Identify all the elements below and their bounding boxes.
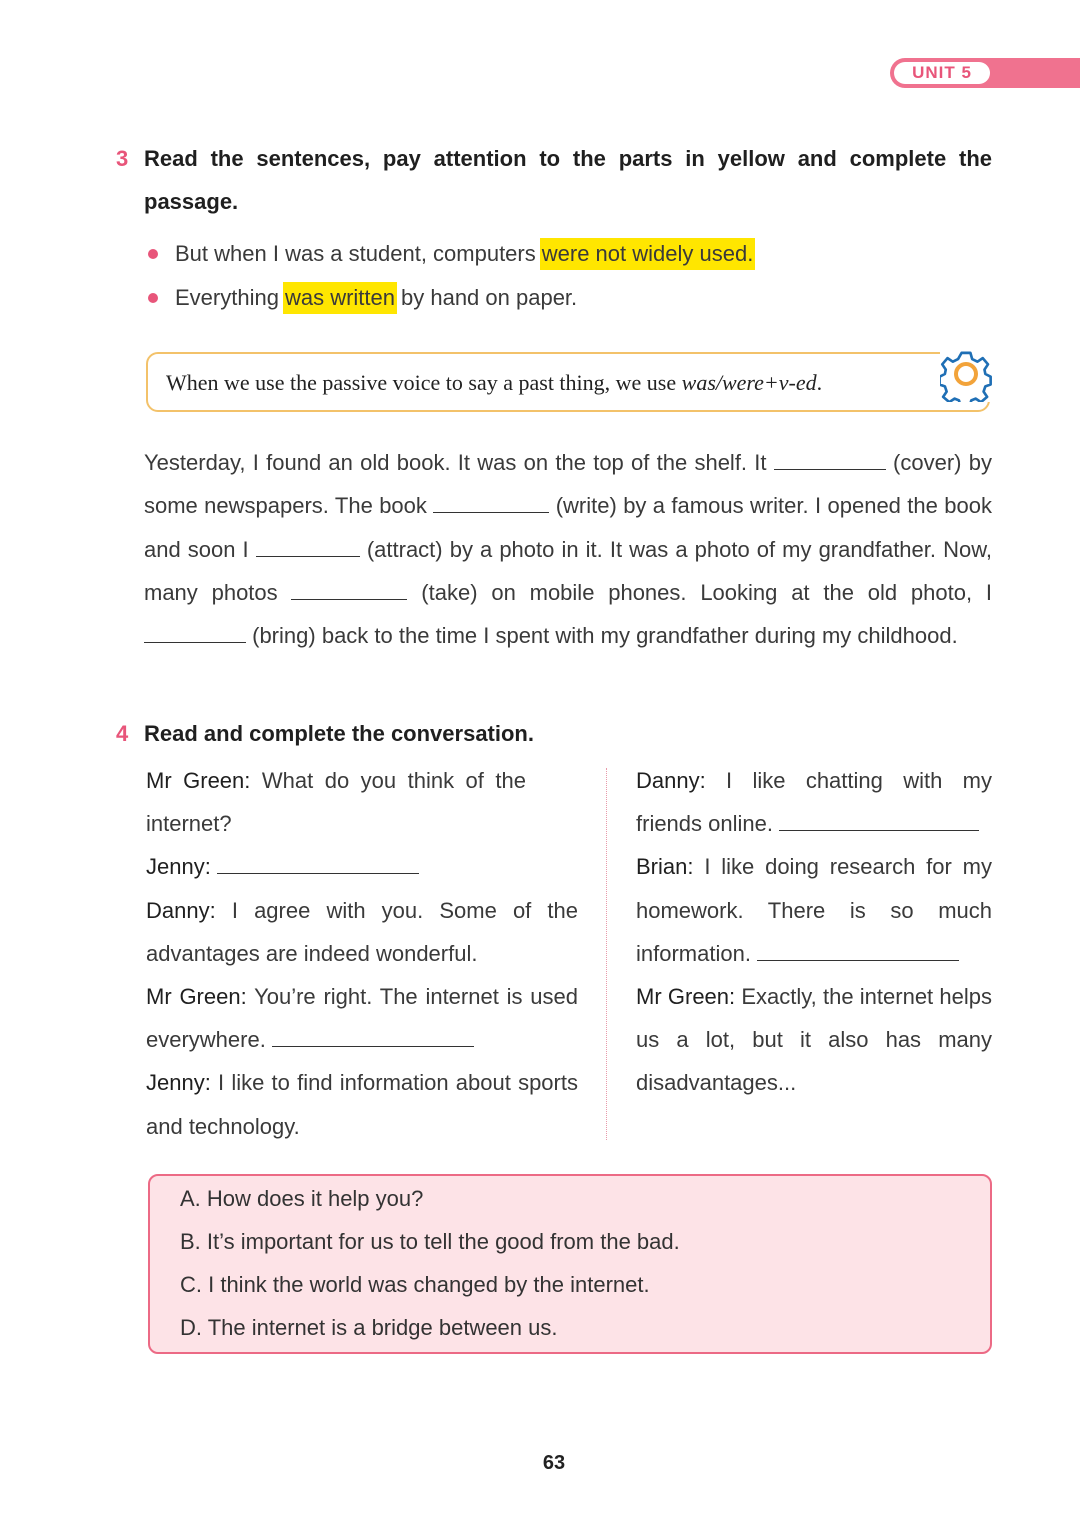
answer-blank[interactable] [217, 853, 419, 874]
conversation-left-column [146, 759, 578, 1148]
yellow-highlight: were not widely used. [540, 238, 756, 270]
unit-label: UNIT 5 [894, 62, 990, 84]
answer-options-box [148, 1174, 992, 1354]
column-divider [606, 768, 607, 1140]
grammar-rule-box [146, 352, 990, 412]
exercise-4-number: 4 [116, 721, 129, 746]
bullet-dot-icon [148, 293, 158, 303]
example-sentence-1: But when I was a student, computers were not widely used. [148, 232, 755, 276]
exercise-4-instruction: Read and complete the conversation. [144, 721, 534, 746]
answer-blank[interactable] [144, 622, 246, 643]
answer-blank[interactable] [433, 492, 549, 513]
answer-blank[interactable] [757, 940, 959, 961]
conversation-right-column [636, 759, 992, 1105]
dialogue-line: Brian: I like doing research for my homework. There is so much information. [636, 854, 992, 966]
exercise-3-instruction-line2: passage. [144, 189, 239, 214]
dialogue-line: Mr Green: Exactly, the internet helps us a lot, but it also has many disadvantages... [636, 984, 992, 1096]
dialogue-line: Danny: I agree with you. Some of the advantages are indeed wonderful. [146, 897, 578, 966]
gear-icon [940, 346, 992, 402]
yellow-highlight: was written [283, 282, 397, 314]
dialogue-line: Mr Green: What do you think of the internet? [146, 768, 526, 837]
fill-in-passage: Yesterday, I found an old book. It was on the top of the shelf. It (cover) by some newspapers. The book (write) by a famous writer. I opened the book and soon I (attract) by a photo in it. It was a photo of my grandfather. Now, many photos (take) on mobile phones. Looking at the old photo, I (bring) back to the time I spent with my grandfather during my childhood. [144, 450, 992, 649]
option-c: C. I think the world was changed by the internet. [180, 1272, 650, 1297]
dialogue-line: Danny: I like chatting with my friends online. [636, 768, 992, 837]
option-a: A. How does it help you? [180, 1186, 424, 1211]
bullet-dot-icon [148, 249, 158, 259]
exercise-3-instruction-line1: Read the sentences, pay attention to the parts in yellow and complete the [144, 146, 992, 171]
example-sentences [148, 232, 755, 320]
answer-blank[interactable] [256, 536, 360, 557]
option-d: D. The internet is a bridge between us. [180, 1315, 558, 1340]
option-b: B. It’s important for us to tell the good from the bad. [180, 1229, 680, 1254]
exercise-3-number: 3 [116, 146, 129, 171]
grammar-rule-text: When we use the passive voice to say a past thing, we use was/were+v-ed. [166, 370, 823, 395]
dialogue-line: Jenny: I like to find information about sports and technology. [146, 1070, 578, 1139]
answer-blank[interactable] [774, 449, 886, 470]
answer-blank[interactable] [291, 579, 407, 600]
page-number: 63 [542, 1452, 566, 1474]
dialogue-line: Jenny: [146, 845, 578, 888]
example-sentence-2: Everything was written by hand on paper. [148, 276, 755, 320]
answer-blank[interactable] [272, 1026, 474, 1047]
answer-blank[interactable] [779, 810, 979, 831]
dialogue-line: Mr Green: You’re right. The internet is used everywhere. [146, 984, 578, 1053]
